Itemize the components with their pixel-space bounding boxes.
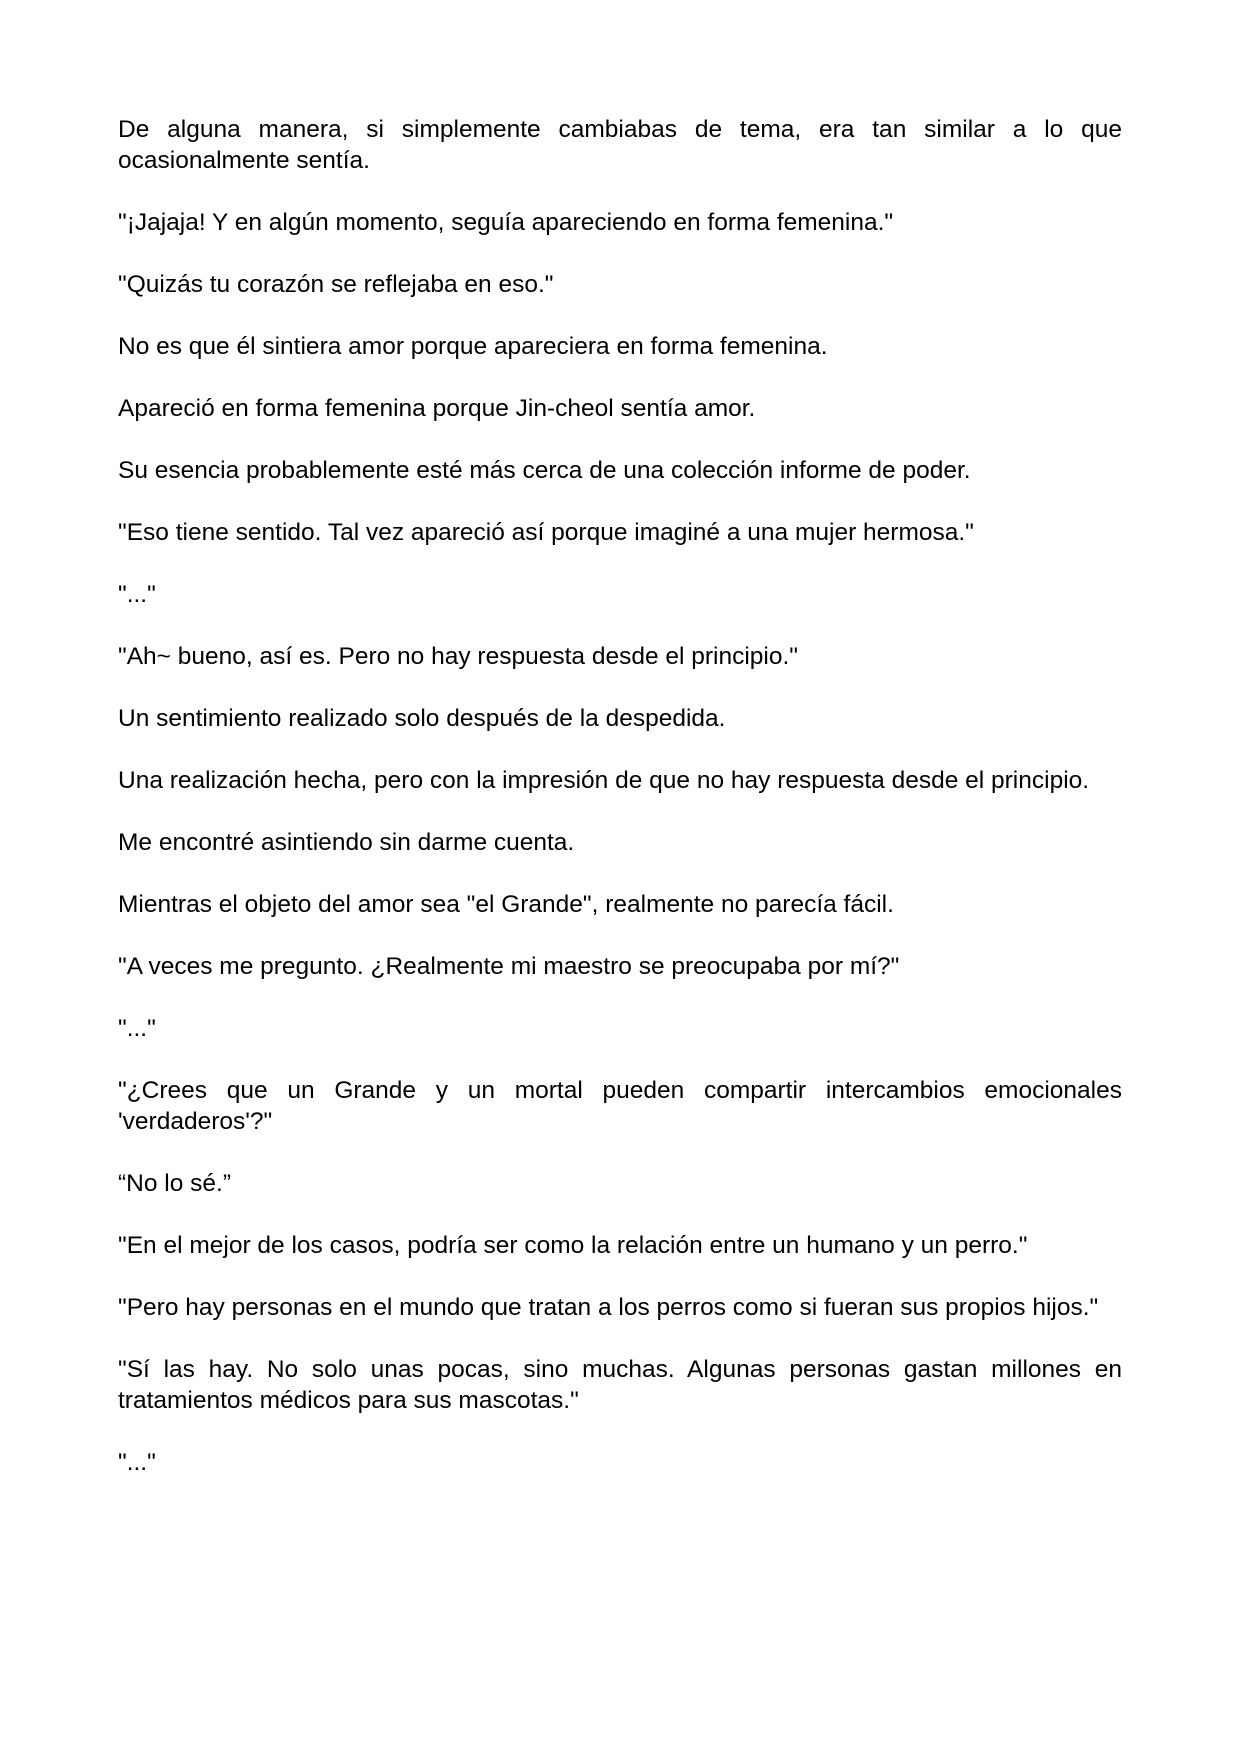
paragraph-9: "Ah~ bueno, así es. Pero no hay respuesta desde el principio." (118, 643, 799, 670)
paragraph-14: "A veces me pregunto. ¿Realmente mi maestro se preocupaba por mí?" (118, 953, 900, 980)
paragraph-6: Su esencia probablemente esté más cerca de una colección informe de poder. (118, 457, 971, 484)
paragraph-2: "¡Jajaja! Y en algún momento, seguía apareciendo en forma femenina." (118, 209, 894, 236)
paragraph-20: "Sí las hay. No solo unas pocas, sino muchas. Algunas personas gastan millones en tratamientos médicos para sus mascotas." (118, 1356, 1122, 1414)
paragraph-18: "En el mejor de los casos, podría ser como la relación entre un humano y un perro." (118, 1232, 1028, 1259)
paragraph-19: "Pero hay personas en el mundo que tratan a los perros como si fueran sus propios hijos." (118, 1294, 1099, 1321)
paragraph-4: No es que él sintiera amor porque apareciera en forma femenina. (118, 333, 828, 360)
paragraph-1: De alguna manera, si simplemente cambiabas de tema, era tan similar a lo que ocasionalmente sentía. (118, 116, 1122, 174)
document-body (118, 114, 1122, 1478)
paragraph-16: "¿Crees que un Grande y un mortal pueden compartir intercambios emocionales 'verdaderos'?" (118, 1077, 1122, 1135)
paragraph-17: “No lo sé.” (118, 1170, 232, 1197)
paragraph-3: "Quizás tu corazón se reflejaba en eso." (118, 271, 554, 298)
paragraph-10: Un sentimiento realizado solo después de la despedida. (118, 705, 726, 732)
paragraph-12: Me encontré asintiendo sin darme cuenta. (118, 829, 575, 856)
paragraph-21: "..." (118, 1449, 156, 1476)
paragraph-7: "Eso tiene sentido. Tal vez apareció así porque imaginé a una mujer hermosa." (118, 519, 974, 546)
paragraph-15: "..." (118, 1015, 156, 1042)
paragraph-5: Apareció en forma femenina porque Jin-cheol sentía amor. (118, 395, 756, 422)
paragraph-8: "..." (118, 581, 156, 608)
paragraph-13: Mientras el objeto del amor sea "el Grande", realmente no parecía fácil. (118, 891, 894, 918)
paragraph-11: Una realización hecha, pero con la impresión de que no hay respuesta desde el principio. (118, 767, 1090, 794)
